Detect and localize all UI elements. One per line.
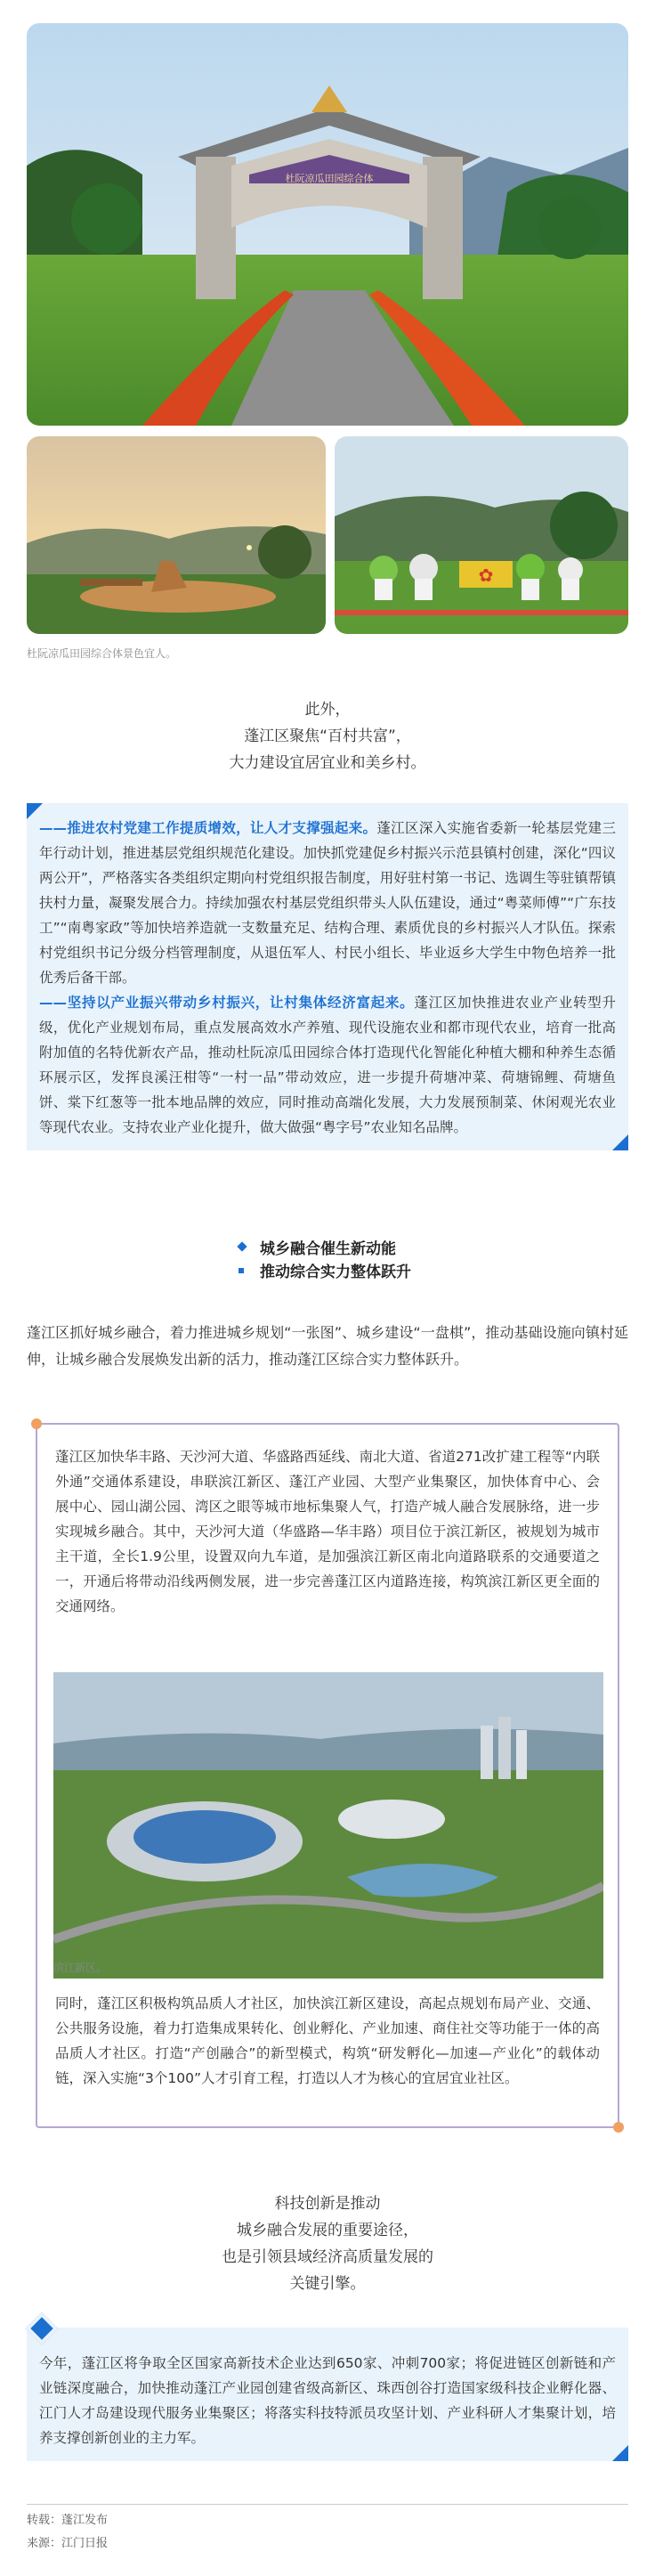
rural-revitalization-box: [27, 803, 628, 1150]
intro-line: 大力建设宜居宜业和美乡村。: [229, 754, 426, 772]
corner-dot-icon: [31, 1418, 42, 1429]
innovation-paragraph: 今年，蓬江区将争取全区国家高新技术企业达到650家、冲刺700家；将促进链区创新链和产业链深度融合，加快推动蓬江产业园创建省级高新区、珠西创谷打造国家级科技企业孵化器、江门人才岛建设现代服务业集聚区；将落实科技特派员攻坚计划、产业科研人才集聚计划，培养支撑创新创业的主力军。: [39, 2355, 616, 2446]
photos-caption: 杜阮凉瓜田园综合体景色宜人。: [27, 647, 177, 660]
section-title-line2: 推动综合实力整体跃升: [260, 1264, 411, 1281]
transport-paragraph: 蓬江区加快华丰路、天沙河大道、华盛路西延线、南北大道、省道271改扩建工程等“内联外通”交通体系建设，串联滨江新区、蓬江产业园、大型产业集聚区，加快体育中心、会展中心、园山湖公园、湾区之眼等城市地标集聚人气，打造产城人融合发展脉络，进一步实现城乡融合。其中，天沙河大道（华盛路—华丰路）项目位于滨江新区，被规划为城市主干道，全长1.9公里，设置双向九车道，是加强滨江新区南北向道路联系的交通要道之一，开通后将带动沿线两侧发展，进一步完善蓬江区内道路连接，构筑滨江新区更全面的交通网络。: [55, 1449, 600, 1614]
intro-line: 此外，: [304, 701, 351, 719]
innovation-line: 科技创新是推动: [274, 2195, 381, 2213]
innovation-line: 关键引擎。: [289, 2275, 366, 2293]
diamond-icon: [237, 1241, 247, 1251]
city-photo-caption: 滨江新区。: [53, 1962, 108, 1974]
gate-photo: [27, 23, 628, 426]
intro-text: [27, 696, 628, 776]
diamond-badge-icon: [26, 2312, 59, 2345]
original-source: 来源：江门日报: [27, 2537, 109, 2550]
corner-dot-icon: [613, 2122, 624, 2133]
footer-divider: [27, 2504, 628, 2505]
urban-rural-frame: [36, 1423, 619, 2128]
section-title-line1: 城乡融合催生新动能: [260, 1240, 396, 1258]
reprint-source: 转载：蓬江发布: [27, 2514, 109, 2527]
innovation-line: 也是引领县域经济高质量发展的: [222, 2248, 433, 2266]
gate-sign-text: 杜阮凉瓜田园综合体: [285, 173, 374, 184]
sunset-field-photo: [27, 436, 326, 634]
intro-line: 蓬江区聚焦“百村共富”，: [244, 727, 411, 745]
dot-icon: [239, 1268, 244, 1273]
industry-body: 蓬江区加快推进农业产业转型升级，优化产业规划布局，重点发展高效水产养殖、现代设施农业和都市现代农业，培育一批高附加值的名特优新农产品，推动杜阮凉瓜田园综合体打造现代化智能化种植大棚和种养生态循环展示区，发挥良溪汪柑等“一村一品”带动效应，进一步提升荷塘冲菜、荷塘锦鲤、荷塘鱼饼、棠下红葱等一批本地品牌的效应，同时推动高端化发展，大力发展预制菜、休闲观光农业等现代农业。支持农业产业化提升，做大做强“粤字号”农业知名品牌。: [39, 995, 616, 1135]
section1-body: 蓬江区抓好城乡融合，着力推进城乡规划“一张图”、城乡建设“一盘棋”，推动基础设施向镇村延伸，让城乡融合发展焕发出新的活力，推动蓬江区综合实力整体跃升。: [27, 1324, 628, 1368]
innovation-box: [27, 2328, 628, 2461]
talent-community-paragraph: 同时，蓬江区积极构筑品质人才社区，加快滨江新区建设，高起点规划布局产业、交通、公共服务设施，着力打造集成果转化、创业孵化、产业加速、商住社交等功能于一体的高品质人才社区。打造“产创融合”的新型模式，构筑“研发孵化—加速—产业化”的载体动链，深入实施“3个100”人才引育工程，打造以人才为核心的宜居宜业社区。: [55, 1995, 600, 2086]
industry-lead: ——坚持以产业振兴带动乡村振兴，让村集体经济富起来。: [39, 995, 415, 1011]
party-building-lead: ——推进农村党建工作提质增效，让人才支撑强起来。: [39, 820, 377, 836]
city-aerial-photo: [53, 1672, 603, 1979]
mascot-garden-photo: [335, 436, 628, 634]
industry-paragraph: [39, 990, 616, 1140]
party-building-body: 蓬江区深入实施省委新一轮基层党建三年行动计划，推进基层党组织规范化建设。加快抓党建促乡村振兴示范县镇村创建，深化“四议两公开”，严格落实各类组织定期向村党组织报告制度，用好驻村第一书记、选调生等驻镇帮镇扶村力量，凝聚发展合力。持续加强农村基层党组织带头人队伍建设，通过“粤菜师傅”“广东技工”“南粤家政”等加快培养造就一支数量充足、结构合理、素质优良的乡村振兴人才队伍。探索村党组织书记分级分档管理制度，从退伍军人、村民小组长、毕业返乡大学生中物色培养一批优秀后备干部。: [39, 820, 616, 986]
svg-text:✿: ✿: [478, 565, 494, 586]
party-building-paragraph: [39, 816, 616, 990]
innovation-text: [27, 2190, 628, 2297]
innovation-line: 城乡融合发展的重要途径，: [237, 2222, 418, 2239]
